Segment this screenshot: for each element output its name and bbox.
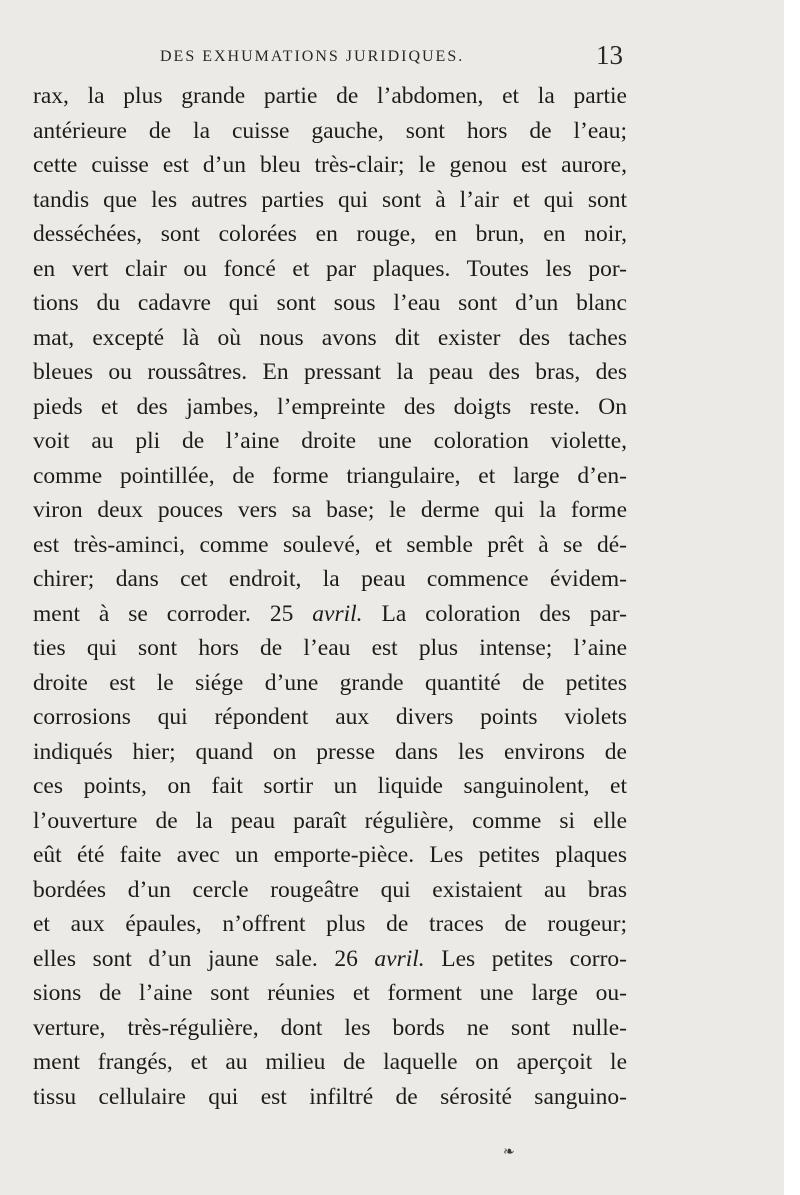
date-italic: avril.	[374, 945, 425, 972]
text-line: l’ouverture de la peau paraît régulière, comme si elle	[33, 807, 627, 834]
running-head-title: DES EXHUMATIONS JURIDIQUES.	[160, 48, 465, 65]
text-line: elles sont d’un jaune sale. 26 avril. Les petites corro-	[33, 945, 627, 972]
text-line: antérieure de la cuisse gauche, sont hors de l’eau;	[33, 117, 627, 144]
text-line: corrosions qui répondent aux divers points violets	[33, 704, 627, 730]
text-line: tissu cellulaire qui est infiltré de sérosité sanguino-	[33, 1083, 627, 1110]
text-line: ties qui sont hors de l’eau est plus intense; l’aine	[33, 635, 627, 661]
text-line: eût été faite avec un emporte-pièce. Les petites plaques	[33, 842, 627, 868]
text-line: verture, très-régulière, dont les bords ne sont nulle-	[33, 1014, 627, 1041]
text-line: comme pointillée, de forme triangulaire, et large d’en-	[33, 462, 627, 489]
text-line: ces points, on fait sortir un liquide sanguinolent, et	[33, 773, 627, 799]
text-line: rax, la plus grande partie de l’abdomen, et la partie	[33, 83, 627, 109]
text-line: est très-aminci, comme soulevé, et semble prêt à se dé-	[33, 531, 627, 558]
text-line: mat, excepté là où nous avons dit exister des taches	[33, 324, 627, 351]
text-line: desséchées, sont colorées en rouge, en brun, en noir,	[33, 221, 627, 247]
page-edge	[784, 0, 800, 1195]
text-line: voit au pli de l’aine droite une coloration violette,	[33, 428, 627, 454]
text-line: bleues ou roussâtres. En pressant la peau des bras, des	[33, 359, 627, 385]
body-text	[33, 79, 627, 1114]
text-line: droite est le siége d’une grande quantité de petites	[33, 669, 627, 696]
text-line: bordées d’un cercle rougeâtre qui existaient au bras	[33, 876, 627, 903]
printer-mark: ❧	[503, 1145, 515, 1160]
running-head	[0, 40, 800, 76]
text-line: en vert clair ou foncé et par plaques. Toutes les por-	[33, 255, 627, 282]
text-line: chirer; dans cet endroit, la peau commence évidem-	[33, 566, 627, 592]
text-line: ment frangés, et au milieu de laquelle on aperçoit le	[33, 1049, 627, 1075]
text-line: viron deux pouces vers sa base; le derme qui la forme	[33, 497, 627, 523]
text-line: cette cuisse est d’un bleu très-clair; le genou est aurore,	[33, 152, 627, 178]
text-line: tions du cadavre qui sont sous l’eau sont d’un blanc	[33, 290, 627, 316]
date-italic: avril.	[312, 600, 363, 627]
text-line: sions de l’aine sont réunies et forment une large ou-	[33, 980, 627, 1006]
text-line: ment à se corroder. 25 avril. La coloration des par-	[33, 600, 627, 627]
text-line: pieds et des jambes, l’empreinte des doigts reste. On	[33, 393, 627, 420]
text-line: indiqués hier; quand on presse dans les environs de	[33, 738, 627, 765]
page-number: 13	[596, 40, 623, 70]
text-line: tandis que les autres parties qui sont à l’air et qui sont	[33, 186, 627, 213]
text-line: et aux épaules, n’offrent plus de traces de rougeur;	[33, 911, 627, 937]
